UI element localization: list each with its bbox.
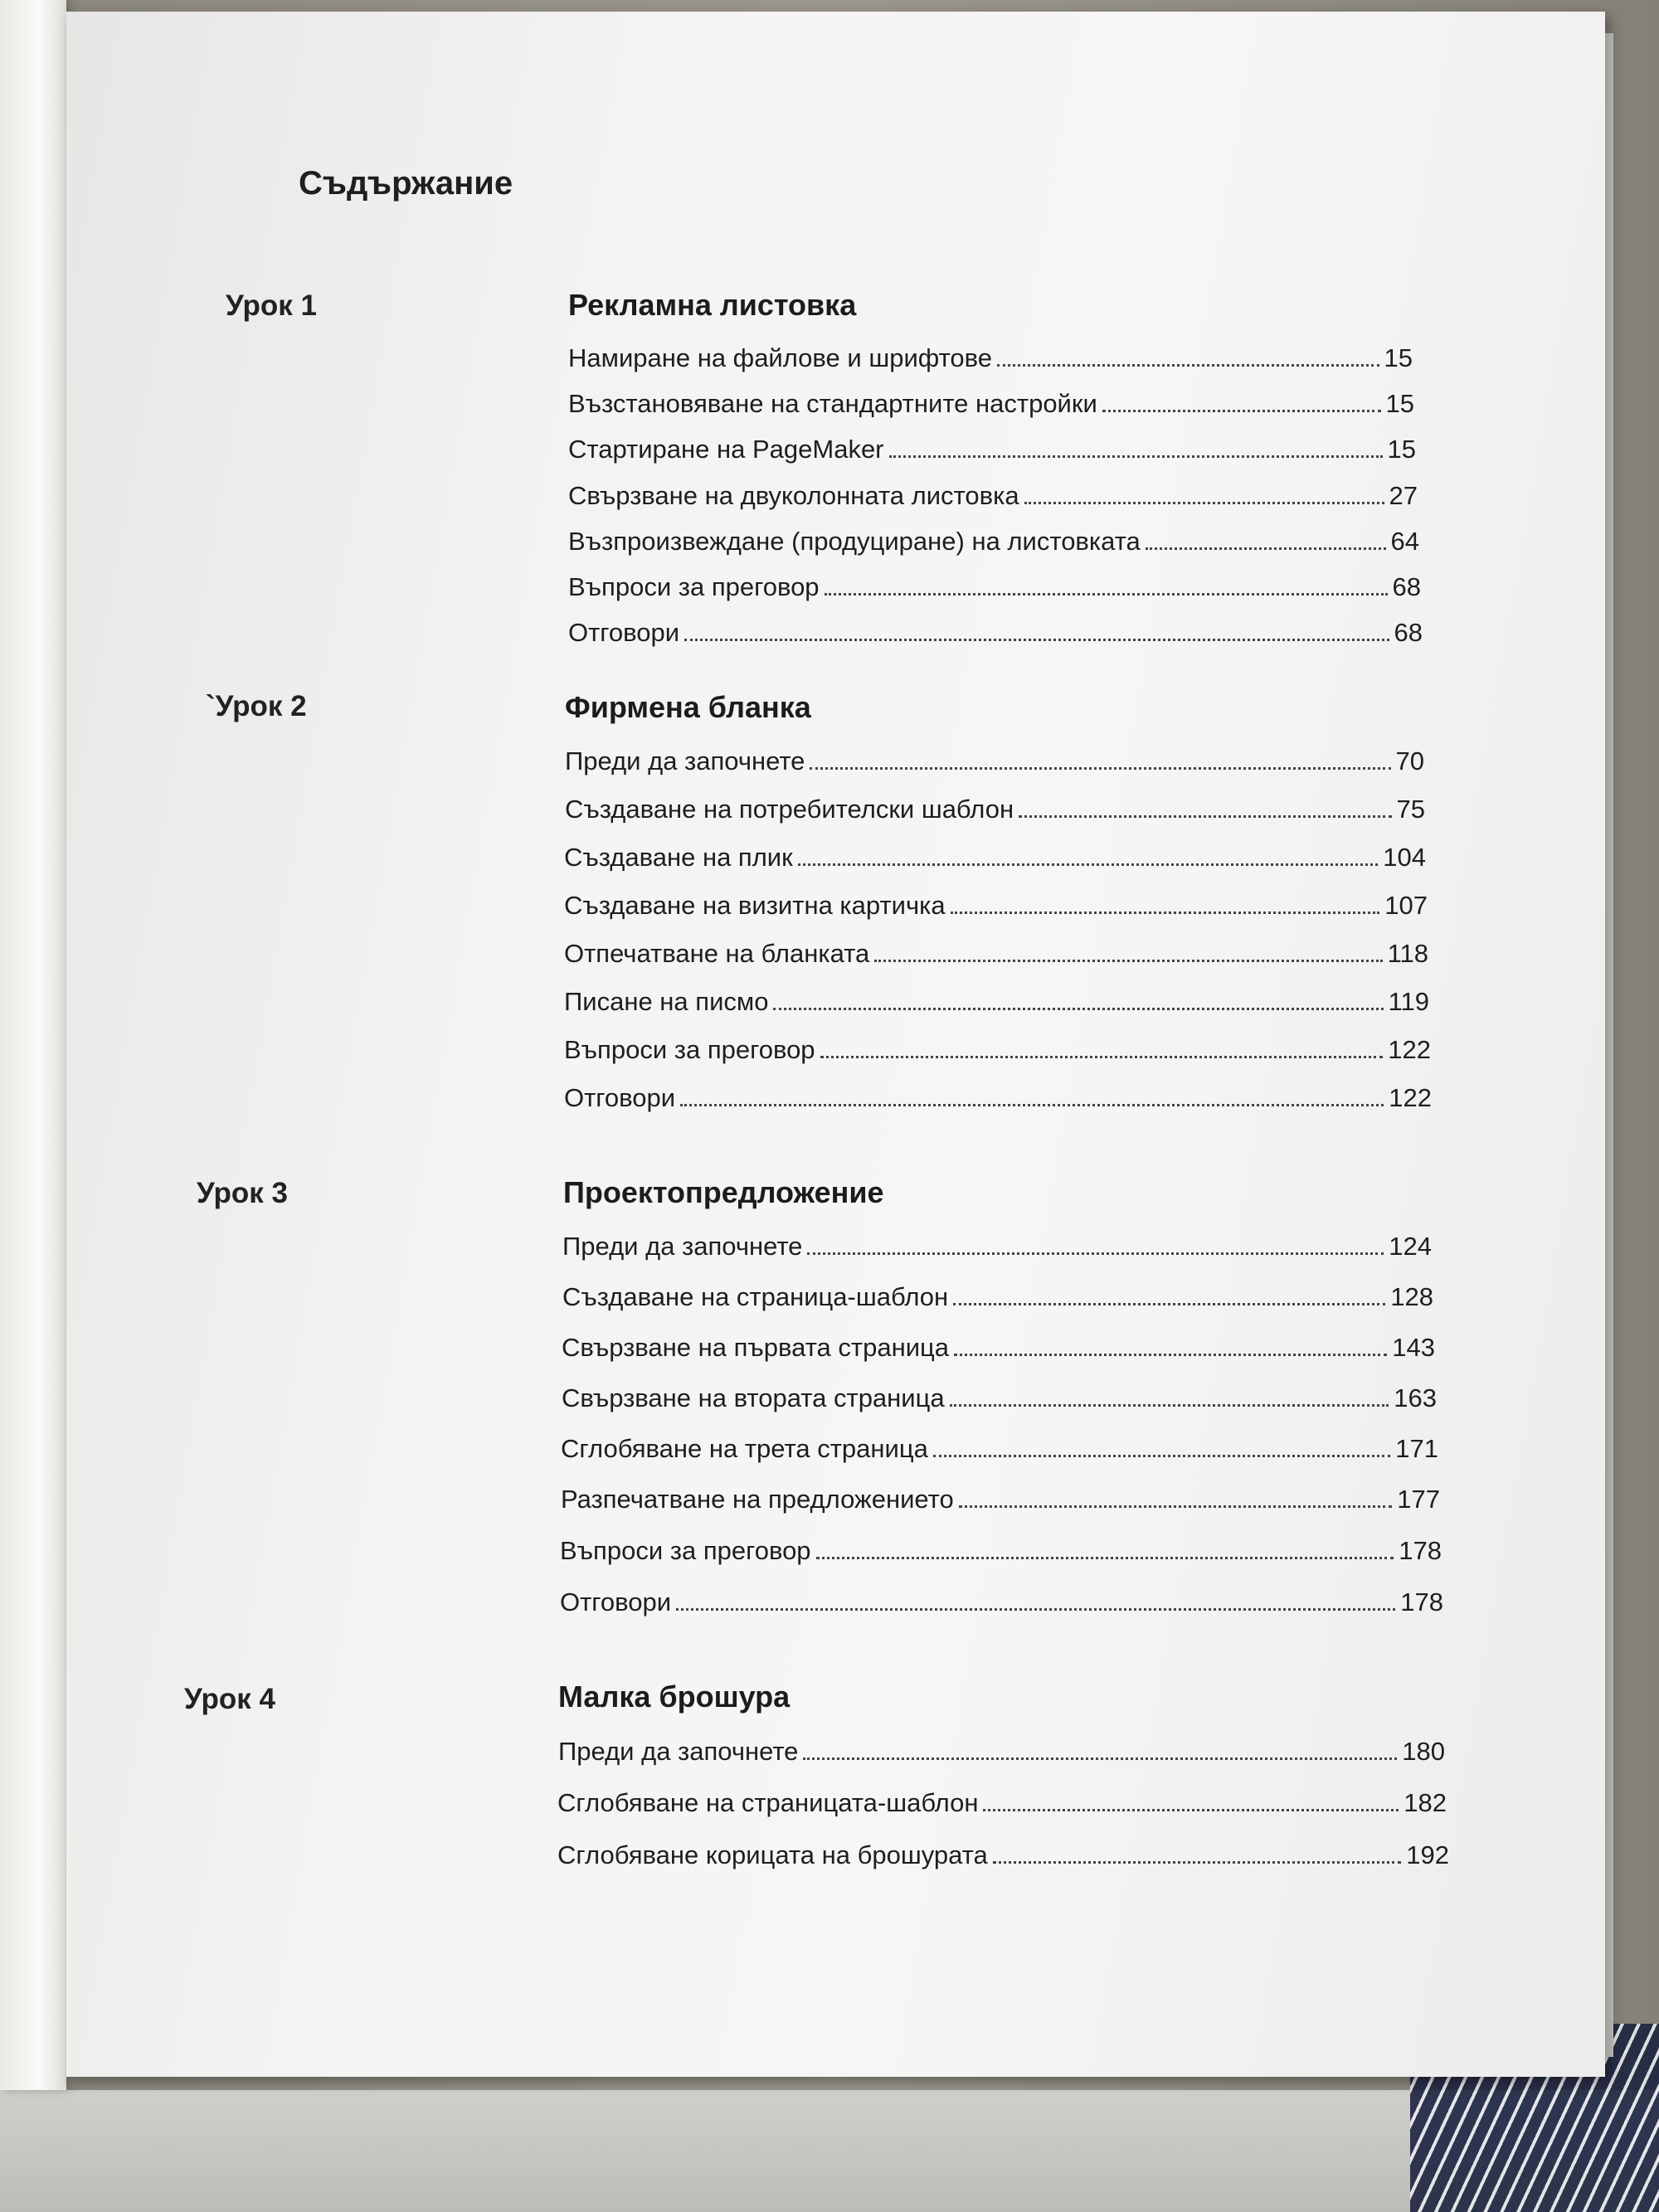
entry-title: Свързване на първата страница (562, 1333, 950, 1362)
entry-page: 68 (1394, 618, 1423, 647)
entry-page: 27 (1389, 481, 1418, 510)
entry-page: 128 (1390, 1282, 1433, 1311)
page-edge (1605, 33, 1613, 2057)
toc-entry (564, 980, 1429, 1017)
toc-entry (561, 1427, 1438, 1464)
entry-title: Създаване на потребителски шаблон (565, 795, 1014, 824)
entry-title: Създаване на страница-шаблон (562, 1282, 949, 1311)
entry-title: Преди да започнете (558, 1737, 799, 1766)
toc-entry (564, 1077, 1432, 1113)
dot-leader (983, 1809, 1399, 1811)
lesson-label-1: Урок 1 (226, 289, 317, 322)
toc-entry (565, 788, 1425, 824)
entry-title: Свързване на двуколонната листовка (568, 481, 1019, 510)
toc-entry (565, 740, 1424, 776)
entry-title: Отговори (564, 1083, 676, 1112)
entry-title: Свързване на втората страница (562, 1383, 945, 1412)
toc-entry (564, 932, 1428, 969)
entry-page: 118 (1387, 939, 1428, 968)
entry-page: 70 (1395, 746, 1424, 775)
dot-leader (953, 1303, 1385, 1305)
entry-title: Сглобяване корицата на брошурата (557, 1840, 988, 1869)
section-title-4: Малка брошура (558, 1680, 791, 1714)
toc-entry (568, 382, 1414, 419)
dot-leader (933, 1455, 1390, 1457)
section-title-2: Фирмена бланка (565, 690, 811, 724)
entry-page: 122 (1388, 1035, 1431, 1064)
toc-entry (558, 1730, 1445, 1767)
dot-leader (1102, 410, 1381, 412)
entry-page: 171 (1395, 1434, 1438, 1463)
entry-title: Отговори (560, 1587, 672, 1616)
entry-title: Въпроси за преговор (568, 572, 820, 601)
toc-entry (564, 884, 1428, 921)
entry-title: Създаване на визитна картичка (564, 891, 946, 920)
dot-leader (1019, 815, 1391, 818)
entry-page: 163 (1394, 1383, 1437, 1412)
entry-page: 143 (1392, 1333, 1435, 1362)
entry-title: Въпроси за преговор (564, 1035, 815, 1064)
dot-leader (874, 960, 1382, 962)
entry-page: 177 (1397, 1485, 1440, 1514)
dot-leader (684, 639, 1389, 641)
entry-title: Отговори (568, 618, 680, 647)
entry-page: 124 (1389, 1232, 1432, 1261)
toc-entry (568, 337, 1413, 373)
toc-entry (564, 1028, 1431, 1065)
entry-title: Създаване на плик (564, 843, 793, 872)
toc-entry (557, 1782, 1447, 1818)
toc-entry (564, 836, 1426, 873)
book-spine (0, 0, 66, 2090)
dot-leader (798, 863, 1379, 866)
entry-title: Сглобяване на трета страница (561, 1434, 928, 1463)
toc-entry (562, 1326, 1435, 1363)
entry-page: 15 (1387, 435, 1416, 464)
dot-leader (820, 1056, 1384, 1058)
dot-leader (997, 364, 1379, 367)
dot-leader (993, 1861, 1402, 1864)
dot-leader (816, 1557, 1394, 1559)
entry-title: Намиране на файлове и шрифтове (568, 343, 993, 372)
toc-entry (568, 520, 1419, 557)
toc-entry (568, 474, 1418, 511)
toc-entry (557, 1834, 1449, 1870)
dot-leader (950, 1404, 1389, 1407)
toc-entry (562, 1225, 1432, 1262)
toc-entry (562, 1377, 1437, 1413)
section-title-3: Проектопредложение (563, 1175, 884, 1209)
dot-leader (1024, 502, 1384, 504)
toc-entry (560, 1529, 1442, 1566)
dot-leader (810, 767, 1390, 770)
dot-leader (951, 912, 1380, 914)
entry-title: Разпечатване на предложението (561, 1485, 954, 1514)
entry-page: 15 (1384, 343, 1413, 372)
toc-entry (560, 1581, 1443, 1617)
dot-leader (680, 1104, 1384, 1106)
dot-leader (676, 1608, 1395, 1611)
entry-title: Възпроизвеждане (продуциране) на листовката (568, 527, 1141, 556)
section-title-1: Рекламна листовка (568, 288, 857, 322)
dot-leader (959, 1505, 1393, 1508)
entry-title: Преди да започнете (565, 746, 805, 775)
entry-page: 15 (1385, 389, 1414, 418)
entry-page: 107 (1384, 891, 1428, 920)
entry-page: 119 (1388, 987, 1429, 1016)
dot-leader (889, 455, 1383, 458)
entry-page: 178 (1400, 1587, 1443, 1616)
entry-title: Отпечатване на бланката (564, 939, 870, 968)
entry-title: Писане на писмо (564, 987, 769, 1016)
entry-page: 68 (1392, 572, 1421, 601)
entry-page: 122 (1389, 1083, 1432, 1112)
toc-title: Съдържание (299, 165, 513, 202)
toc-entry (568, 428, 1416, 464)
dot-leader (954, 1354, 1387, 1356)
entry-title: Въпроси за преговор (560, 1536, 811, 1565)
lesson-label-4: Урок 4 (184, 1683, 275, 1715)
dot-leader (1146, 547, 1386, 550)
dot-leader (803, 1757, 1397, 1760)
toc-entry (568, 611, 1423, 648)
entry-page: 180 (1402, 1737, 1445, 1766)
book-page (66, 12, 1605, 2077)
toc-entry (561, 1478, 1440, 1514)
entry-page: 192 (1406, 1840, 1449, 1869)
lesson-label-3: Урок 3 (197, 1177, 288, 1209)
entry-title: Сглобяване на страницата-шаблон (557, 1788, 979, 1817)
entry-page: 104 (1383, 843, 1426, 872)
toc-entry (568, 566, 1421, 602)
entry-title: Стартиране на PageMaker (568, 435, 884, 464)
dot-leader (825, 593, 1388, 596)
entry-page: 178 (1399, 1536, 1442, 1565)
entry-title: Преди да започнете (562, 1232, 803, 1261)
dot-leader (807, 1252, 1384, 1255)
lesson-label-2: `Урок 2 (206, 690, 307, 722)
entry-page: 75 (1396, 795, 1425, 824)
entry-title: Възстановяване на стандартните настройки (568, 389, 1097, 418)
toc-entry (562, 1276, 1433, 1312)
entry-page: 64 (1390, 527, 1419, 556)
entry-page: 182 (1404, 1788, 1447, 1817)
dot-leader (773, 1008, 1383, 1010)
